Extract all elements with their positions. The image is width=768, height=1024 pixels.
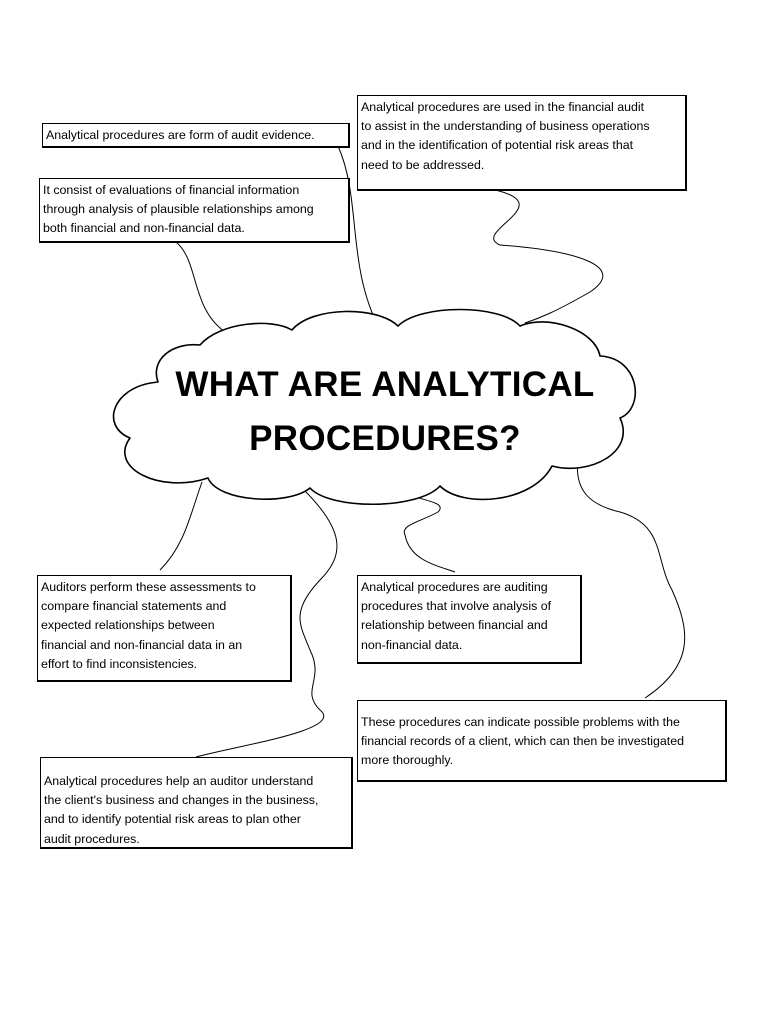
note-help-auditor: Analytical procedures help an auditor understand the client's business and changes in the business, and to identify potential risk areas to plan other audit procedures. [40,757,353,849]
connector-line-2 [176,242,228,334]
note-auditors-perform: Auditors perform these assessments to compare financial statements and expected relationships between financial and non-financial data in an effort to find inconsistencies. [37,575,292,682]
connector-line-3 [494,190,603,323]
connector-line-4 [160,482,202,570]
note-evaluations: It consist of evaluations of financial information through analysis of plausible relationships among both financial and non-financial data. [39,178,350,243]
title-line-1: WHAT ARE ANALYTICAL [175,365,595,404]
note-audit-evidence: Analytical procedures are form of audit evidence. [42,123,350,148]
note-auditing-procedures: Analytical procedures are auditing procedures that involve analysis of relationship between financial and non-financial data. [357,575,582,664]
diagram-title [150,358,620,466]
note-financial-audit: Analytical procedures are used in the financial audit to assist in the understanding of business operations and in the identification of potential risk areas that need to be addressed. [357,95,687,191]
note-indicate-problems: These procedures can indicate possible problems with the financial records of a client, which can then be investigated more thoroughly. [357,700,727,782]
title-line-2: PROCEDURES? [249,419,521,458]
connector-line-7 [577,448,684,698]
